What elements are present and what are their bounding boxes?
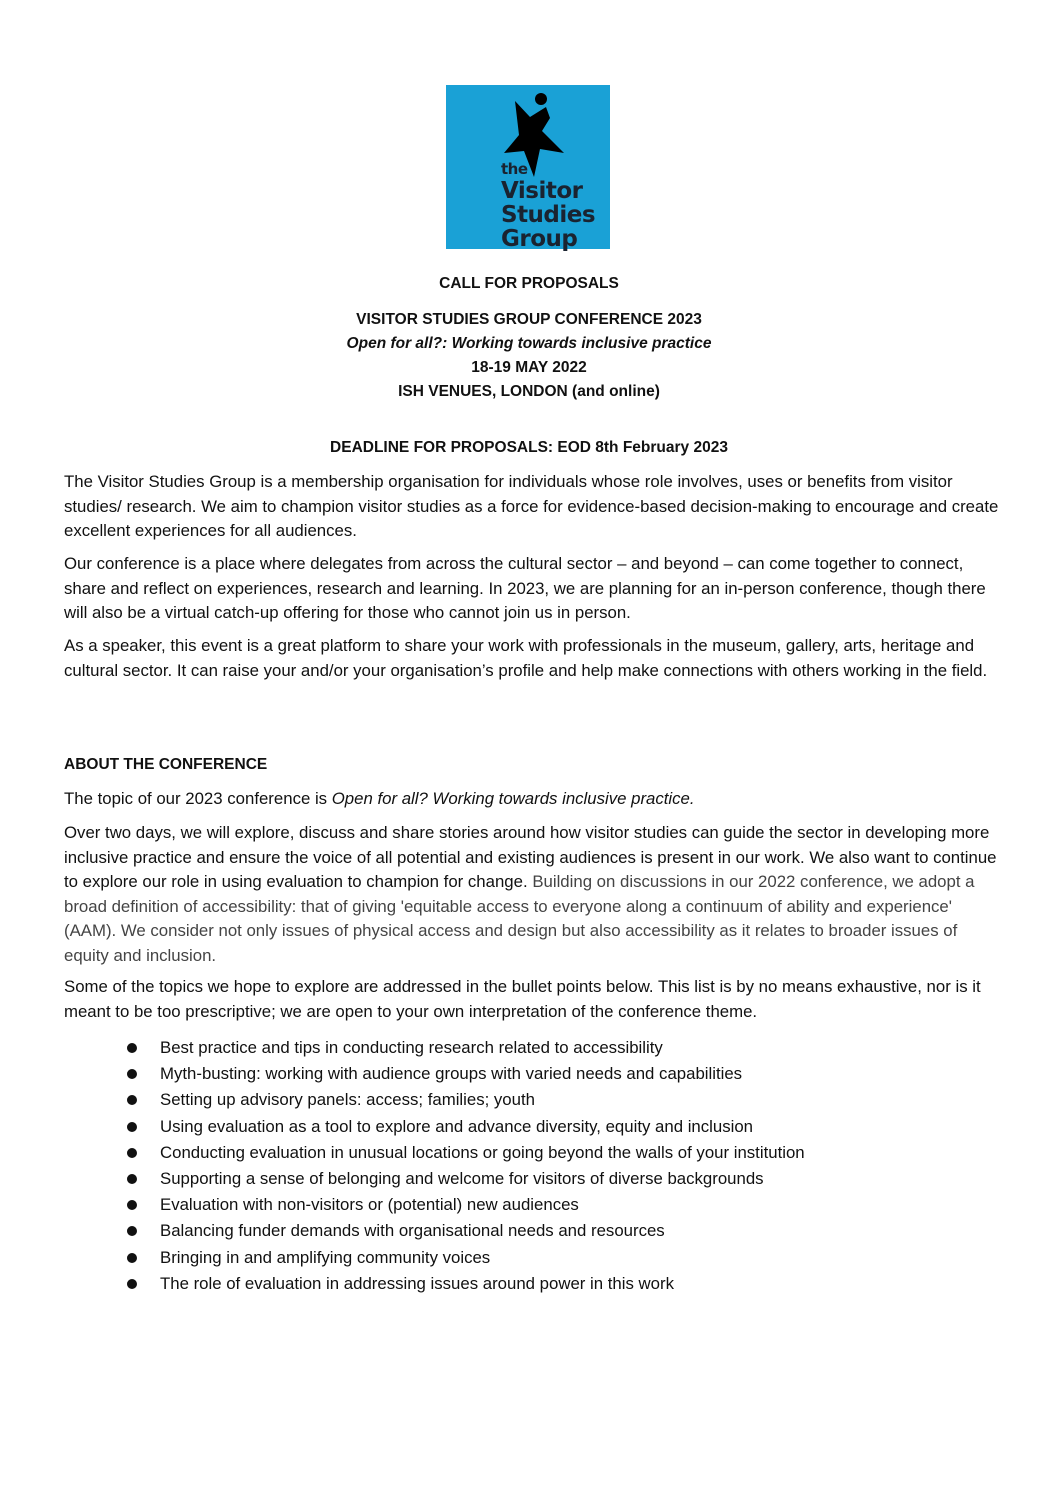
visitor-studies-group-logo [446, 85, 610, 252]
topic-text: Evaluation with non-visitors or (potential) new audiences [160, 1195, 579, 1215]
list-item [64, 1115, 999, 1141]
topic-text: Supporting a sense of belonging and welcome for visitors of diverse backgrounds [160, 1168, 764, 1188]
list-item [64, 1088, 999, 1114]
logo-the: the [501, 160, 528, 178]
topic-text: Setting up advisory panels: access; families; youth [160, 1090, 535, 1110]
bullet-icon [127, 1279, 137, 1289]
topic-text: Myth-busting: working with audience groups with varied needs and capabilities [160, 1064, 743, 1084]
bullet-icon [127, 1043, 137, 1053]
bullet-icon [127, 1253, 137, 1263]
bullet-icon [127, 1174, 137, 1184]
logo-studies: Studies [501, 202, 596, 228]
about-text-2-main: Over two days, we will explore, discuss and share stories around how visitor studies can guide the sector in developing more inclusive practice and ensure the voice of all potential and existing audiences is present in our work. We also want to continue to explore our role in using evaluation to champion for change. [64, 823, 997, 891]
about-paragraph-2 [64, 821, 999, 968]
about-heading [64, 753, 999, 778]
topic-text: The role of evaluation in addressing issues around power in this work [160, 1273, 674, 1293]
list-item [64, 1193, 999, 1219]
list-item [64, 1246, 999, 1272]
bullet-icon [127, 1226, 137, 1236]
topic-text: Bringing in and amplifying community voices [160, 1247, 491, 1267]
conference-venue: ISH VENUES, LONDON (and online) [398, 383, 660, 400]
topics-list [64, 1036, 999, 1298]
call-title-block [0, 272, 1058, 296]
topic-text: Using evaluation as a tool to explore and advance diversity, equity and inclusion [160, 1116, 753, 1136]
about-heading-text: ABOUT THE CONFERENCE [64, 756, 268, 773]
bullet-icon [127, 1069, 137, 1079]
logo-wordmark [501, 162, 595, 251]
list-item [64, 1062, 999, 1088]
conference-info-block [0, 308, 1058, 404]
conference-theme: Open for all?: Working towards inclusive practice [346, 335, 712, 352]
intro-paragraph-3 [64, 634, 999, 683]
topic-text: Balancing funder demands with organisational needs and resources [160, 1221, 665, 1241]
list-item [64, 1167, 999, 1193]
topic-text: Conducting evaluation in unusual locations or going beyond the walls of your institution [160, 1142, 805, 1162]
list-item [64, 1036, 999, 1062]
conference-dates: 18-19 MAY 2022 [471, 359, 587, 376]
conference-title: VISITOR STUDIES GROUP CONFERENCE 2023 [356, 311, 702, 328]
bullet-icon [127, 1095, 137, 1105]
list-item [64, 1141, 999, 1167]
topic-text: Best practice and tips in conducting research related to accessibility [160, 1038, 663, 1057]
about-text-3: Some of the topics we hope to explore are addressed in the bullet points below. This list is by no means exhaustive, nor is it meant to be too prescriptive; we are open to your own interpretation of the conference theme. [64, 977, 981, 1021]
call-for-proposals: CALL FOR PROPOSALS [439, 275, 619, 292]
about-topic-prefix: The topic of our 2023 conference is [64, 789, 332, 808]
logo-group: Group [501, 226, 578, 252]
bullet-icon [127, 1148, 137, 1158]
logo-visitor: Visitor [501, 178, 583, 204]
intro-text-2: Our conference is a place where delegates from across the cultural sector – and beyond – can come together to connect, share and reflect on experiences, research and learning. In 2023, we are planning for an in-person conference, though there will also be a virtual catch-up offering for those who cannot join us in person. [64, 554, 986, 622]
intro-paragraph-1 [64, 470, 999, 544]
intro-text-3: As a speaker, this event is a great platform to share your work with professionals in the museum, gallery, arts, heritage and cultural sector. It can raise your and/or your organisation’s profile and help make connections with others working in the field. [64, 636, 988, 680]
proposal-deadline: DEADLINE FOR PROPOSALS: EOD 8th February 2023 [330, 439, 728, 456]
bullet-icon [127, 1200, 137, 1210]
about-paragraph-3 [64, 975, 999, 1024]
deadline-block [0, 436, 1058, 460]
about-topic-text [64, 787, 999, 812]
bullet-icon [127, 1122, 137, 1132]
intro-text-1: The Visitor Studies Group is a membership organisation for individuals whose role involves, uses or benefits from visitor studies/ research. We aim to champion visitor studies as a force for evidence-based decision-making to encourage and create excellent experiences for all audiences. [64, 472, 999, 540]
about-topic [64, 787, 999, 812]
about-topic-theme: Open for all? Working towards inclusive practice. [331, 789, 695, 808]
intro-paragraph-2 [64, 552, 999, 626]
about-text-2 [64, 821, 999, 968]
list-item [64, 1219, 999, 1245]
about-text-2-accessibility: Building on discussions in our 2022 conference, we adopt a broad definition of accessibility: that of giving 'equitable access to everyone along a continuum of ability and experience' (AAM). We consider not only issues of physical access and design but also accessibility as it relates to broader issues of equity and inclusion. [64, 872, 975, 965]
list-item [64, 1272, 999, 1298]
